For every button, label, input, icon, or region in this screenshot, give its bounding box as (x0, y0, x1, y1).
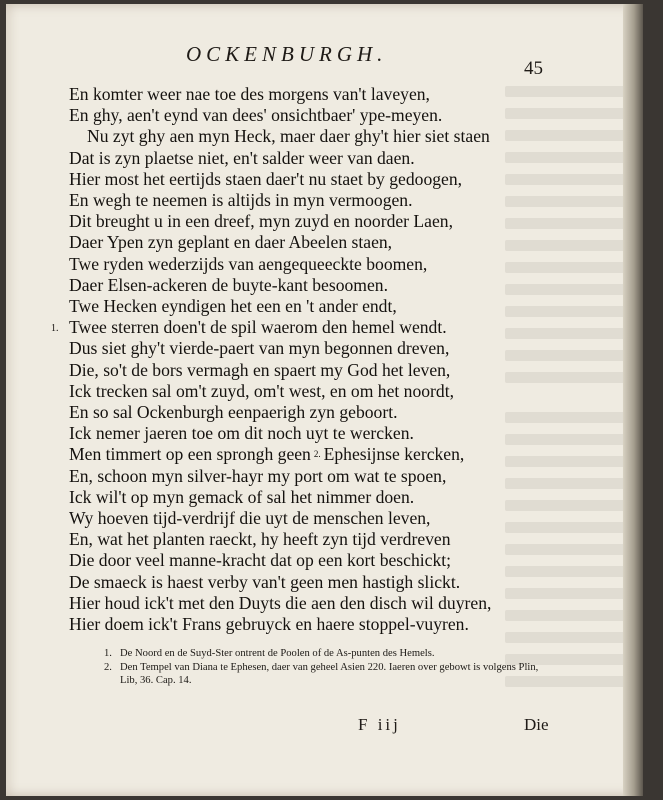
verse-line-text: Twee sterren doen't de spil waerom den hemel wendt. (69, 317, 447, 338)
verse-line: Die, so't de bors vermagh en spaert my God het leven, (69, 359, 451, 380)
verse-line: Nu zyt ghy aen myn Heck, maer daer ghy't hier siet staen (87, 126, 490, 147)
verse-line: Hier doem ick't Frans gebruyck en haere stoppel-vuyren. (69, 614, 469, 635)
marginal-note-marker: 1. (51, 323, 59, 335)
verse-line: En, wat het planten raeckt, hy heeft zyn tijd verdreven (69, 529, 451, 550)
footnote-text: Den Tempel van Diana te Ephesen, daer van geheel Asien 220. Iaeren over gebowt is volgens Plin, Lib, 36. Cap. 14. (120, 661, 539, 687)
verse-line: Dat is zyn plaetse niet, en't salder weer van daen. (69, 147, 415, 168)
signature-mark: F iij (358, 715, 401, 734)
footnote-text: De Noord en de Suyd-Ster ontrent de Poolen of de As-punten des Hemels. (120, 648, 435, 659)
verse-line: Daer Ypen zyn geplant en daer Abeelen staen, (69, 232, 393, 253)
footnote-number: 2. (104, 661, 112, 673)
footnote-reference: 2. (313, 449, 321, 460)
verse-line: Hier most het eertijds staen daer't nu staet by gedoogen, (69, 168, 463, 189)
verse-line: Wy hoeven tijd-verdrijf die uyt de menschen leven, (69, 508, 431, 529)
verse-line: Die door veel manne-kracht dat op een kort beschickt; (69, 550, 452, 571)
footnotes (104, 647, 544, 688)
verse-line-text: Men timmert op een sprongh geen (69, 444, 311, 465)
catchword: Die (524, 715, 549, 734)
verse-line-text: Ephesijnse kercken, (323, 444, 465, 465)
footnote (104, 647, 544, 661)
verse-line: En ghy, aen't eynd van dees' onsichtbaer' ype-meyen. (69, 105, 443, 126)
page-edge-shadow (623, 4, 643, 796)
verse-line: Dit breught u in een dreef, myn zuyd en noorder Laen, (69, 211, 453, 232)
verse-line: En so sal Ockenburgh eenpaerigh zyn geboort. (69, 402, 398, 423)
verse-line: En komter weer nae toe des morgens van't laveyen, (69, 84, 430, 104)
verse-line: Hier houd ick't met den Duyts die aen den disch wil duyren, (69, 592, 492, 613)
footnote-number: 1. (104, 648, 112, 659)
poem-text (51, 84, 589, 635)
footnote (104, 661, 544, 688)
verse-line: Dus siet ghy't vierde-paert van myn begonnen dreven, (69, 338, 450, 359)
verse-line: Ick trecken sal om't zuyd, om't west, en om het noordt, (69, 380, 455, 401)
verse-line: Twe Hecken eyndigen het een en 't ander endt, (69, 296, 397, 317)
running-head: OCKENBURGH. (186, 42, 388, 66)
verse-line: Ick wil't op myn gemack of sal het nimmer doen. (69, 486, 415, 507)
verse-line: En wegh te neemen is altijds in myn vermoogen. (69, 190, 413, 211)
verse-line: Ick nemer jaeren toe om dit noch uyt te wercken. (69, 423, 414, 444)
verse-line: Twe ryden wederzijds van aengequeeckte boomen, (69, 253, 428, 274)
page-number: 45 (524, 58, 543, 79)
verse-line: Daer Elsen-ackeren de buyte-kant besoomen. (69, 274, 388, 295)
verse-line: De smaeck is haest verby van't geen men hastigh slickt. (69, 571, 461, 592)
book-page (6, 4, 643, 796)
verse-line: En, schoon myn silver-hayr my port om wat te spoen, (69, 465, 447, 486)
verse-line-with-footnote (69, 444, 589, 465)
verse-line-with-note (51, 317, 589, 338)
